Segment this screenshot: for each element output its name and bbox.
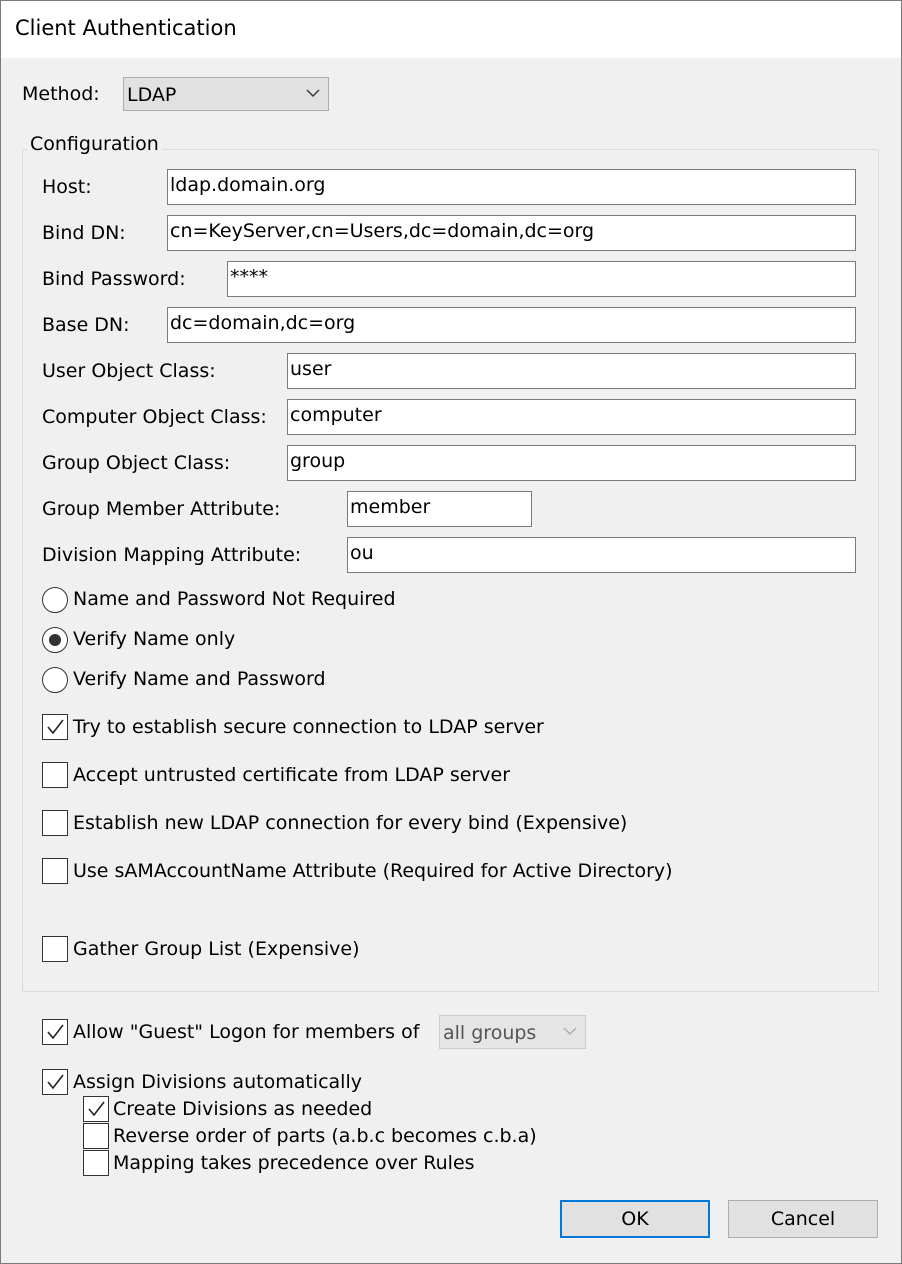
bind-password-label: Bind Password:: [42, 268, 186, 290]
ok-button[interactable]: OK: [560, 1200, 710, 1238]
checkmark-icon: [45, 717, 65, 737]
checkbox-allow-guest-logon[interactable]: [42, 1019, 68, 1045]
mapping-precedence-label: Mapping takes precedence over Rules: [113, 1152, 475, 1174]
title-bar: [1, 1, 901, 58]
checkbox-reverse-order[interactable]: [83, 1123, 109, 1149]
checkmark-icon: [86, 1099, 106, 1119]
base-dn-field[interactable]: dc=domain,dc=org: [167, 307, 856, 343]
user-object-class-label: User Object Class:: [42, 360, 216, 382]
assign-divisions-label: Assign Divisions automatically: [73, 1071, 362, 1093]
checkbox-create-divisions[interactable]: [83, 1096, 109, 1122]
host-field[interactable]: ldap.domain.org: [167, 169, 856, 205]
checkbox-label: Establish new LDAP connection for every bind (Expensive): [73, 812, 628, 834]
computer-object-class-label: Computer Object Class:: [42, 406, 267, 428]
radio-verify-name-and-password[interactable]: [42, 667, 68, 693]
radio-label: Verify Name and Password: [73, 668, 326, 690]
chevron-down-icon: [563, 1026, 577, 1036]
user-object-class-field[interactable]: user: [287, 353, 856, 389]
radio-name-password-not-required[interactable]: [42, 587, 68, 613]
group-member-attribute-label: Group Member Attribute:: [42, 498, 281, 520]
radio-label: Name and Password Not Required: [73, 588, 396, 610]
division-mapping-attribute-field[interactable]: ou: [347, 537, 856, 573]
bind-password-field[interactable]: ****: [227, 261, 856, 297]
bind-dn-label: Bind DN:: [42, 222, 126, 244]
group-member-attribute-field[interactable]: member: [347, 491, 532, 527]
radio-verify-name-only[interactable]: [42, 627, 68, 653]
base-dn-label: Base DN:: [42, 314, 130, 336]
method-select[interactable]: [123, 77, 329, 111]
guest-groups-value: all groups: [443, 1022, 537, 1044]
checkbox-gather-group-list[interactable]: [42, 936, 68, 962]
create-divisions-label: Create Divisions as needed: [113, 1098, 373, 1120]
checkbox-label: Gather Group List (Expensive): [73, 938, 360, 960]
checkbox-label: Accept untrusted certificate from LDAP server: [73, 764, 511, 786]
division-mapping-attribute-label: Division Mapping Attribute:: [42, 544, 302, 566]
checkmark-icon: [45, 1072, 65, 1092]
checkbox-new-connection-every-bind[interactable]: [42, 810, 68, 836]
bind-dn-field[interactable]: cn=KeyServer,cn=Users,dc=domain,dc=org: [167, 215, 856, 251]
guest-groups-select[interactable]: [439, 1015, 586, 1049]
checkbox-label: Use sAMAccountName Attribute (Required for Active Directory): [73, 860, 673, 882]
checkbox-use-samaccountname[interactable]: [42, 858, 68, 884]
computer-object-class-field[interactable]: computer: [287, 399, 856, 435]
reverse-order-label: Reverse order of parts (a.b.c becomes c.b.a): [113, 1125, 537, 1147]
group-object-class-field[interactable]: group: [287, 445, 856, 481]
checkbox-secure-connection[interactable]: [42, 714, 68, 740]
guest-logon-label: Allow "Guest" Logon for members of: [73, 1021, 420, 1043]
checkbox-label: Try to establish secure connection to LDAP server: [73, 716, 544, 738]
checkmark-icon: [45, 1022, 65, 1042]
radio-selected-dot: [49, 634, 61, 646]
group-object-class-label: Group Object Class:: [42, 452, 231, 474]
radio-label: Verify Name only: [73, 628, 236, 650]
checkbox-accept-untrusted-certificate[interactable]: [42, 762, 68, 788]
dialog-title: Client Authentication: [15, 16, 237, 40]
method-label: Method:: [22, 83, 100, 105]
method-value: LDAP: [127, 84, 177, 106]
checkbox-assign-divisions[interactable]: [42, 1069, 68, 1095]
configuration-caption: Configuration: [27, 133, 162, 155]
host-label: Host:: [42, 176, 92, 198]
cancel-button[interactable]: Cancel: [728, 1200, 878, 1238]
chevron-down-icon: [306, 88, 320, 98]
checkbox-mapping-precedence[interactable]: [83, 1150, 109, 1176]
